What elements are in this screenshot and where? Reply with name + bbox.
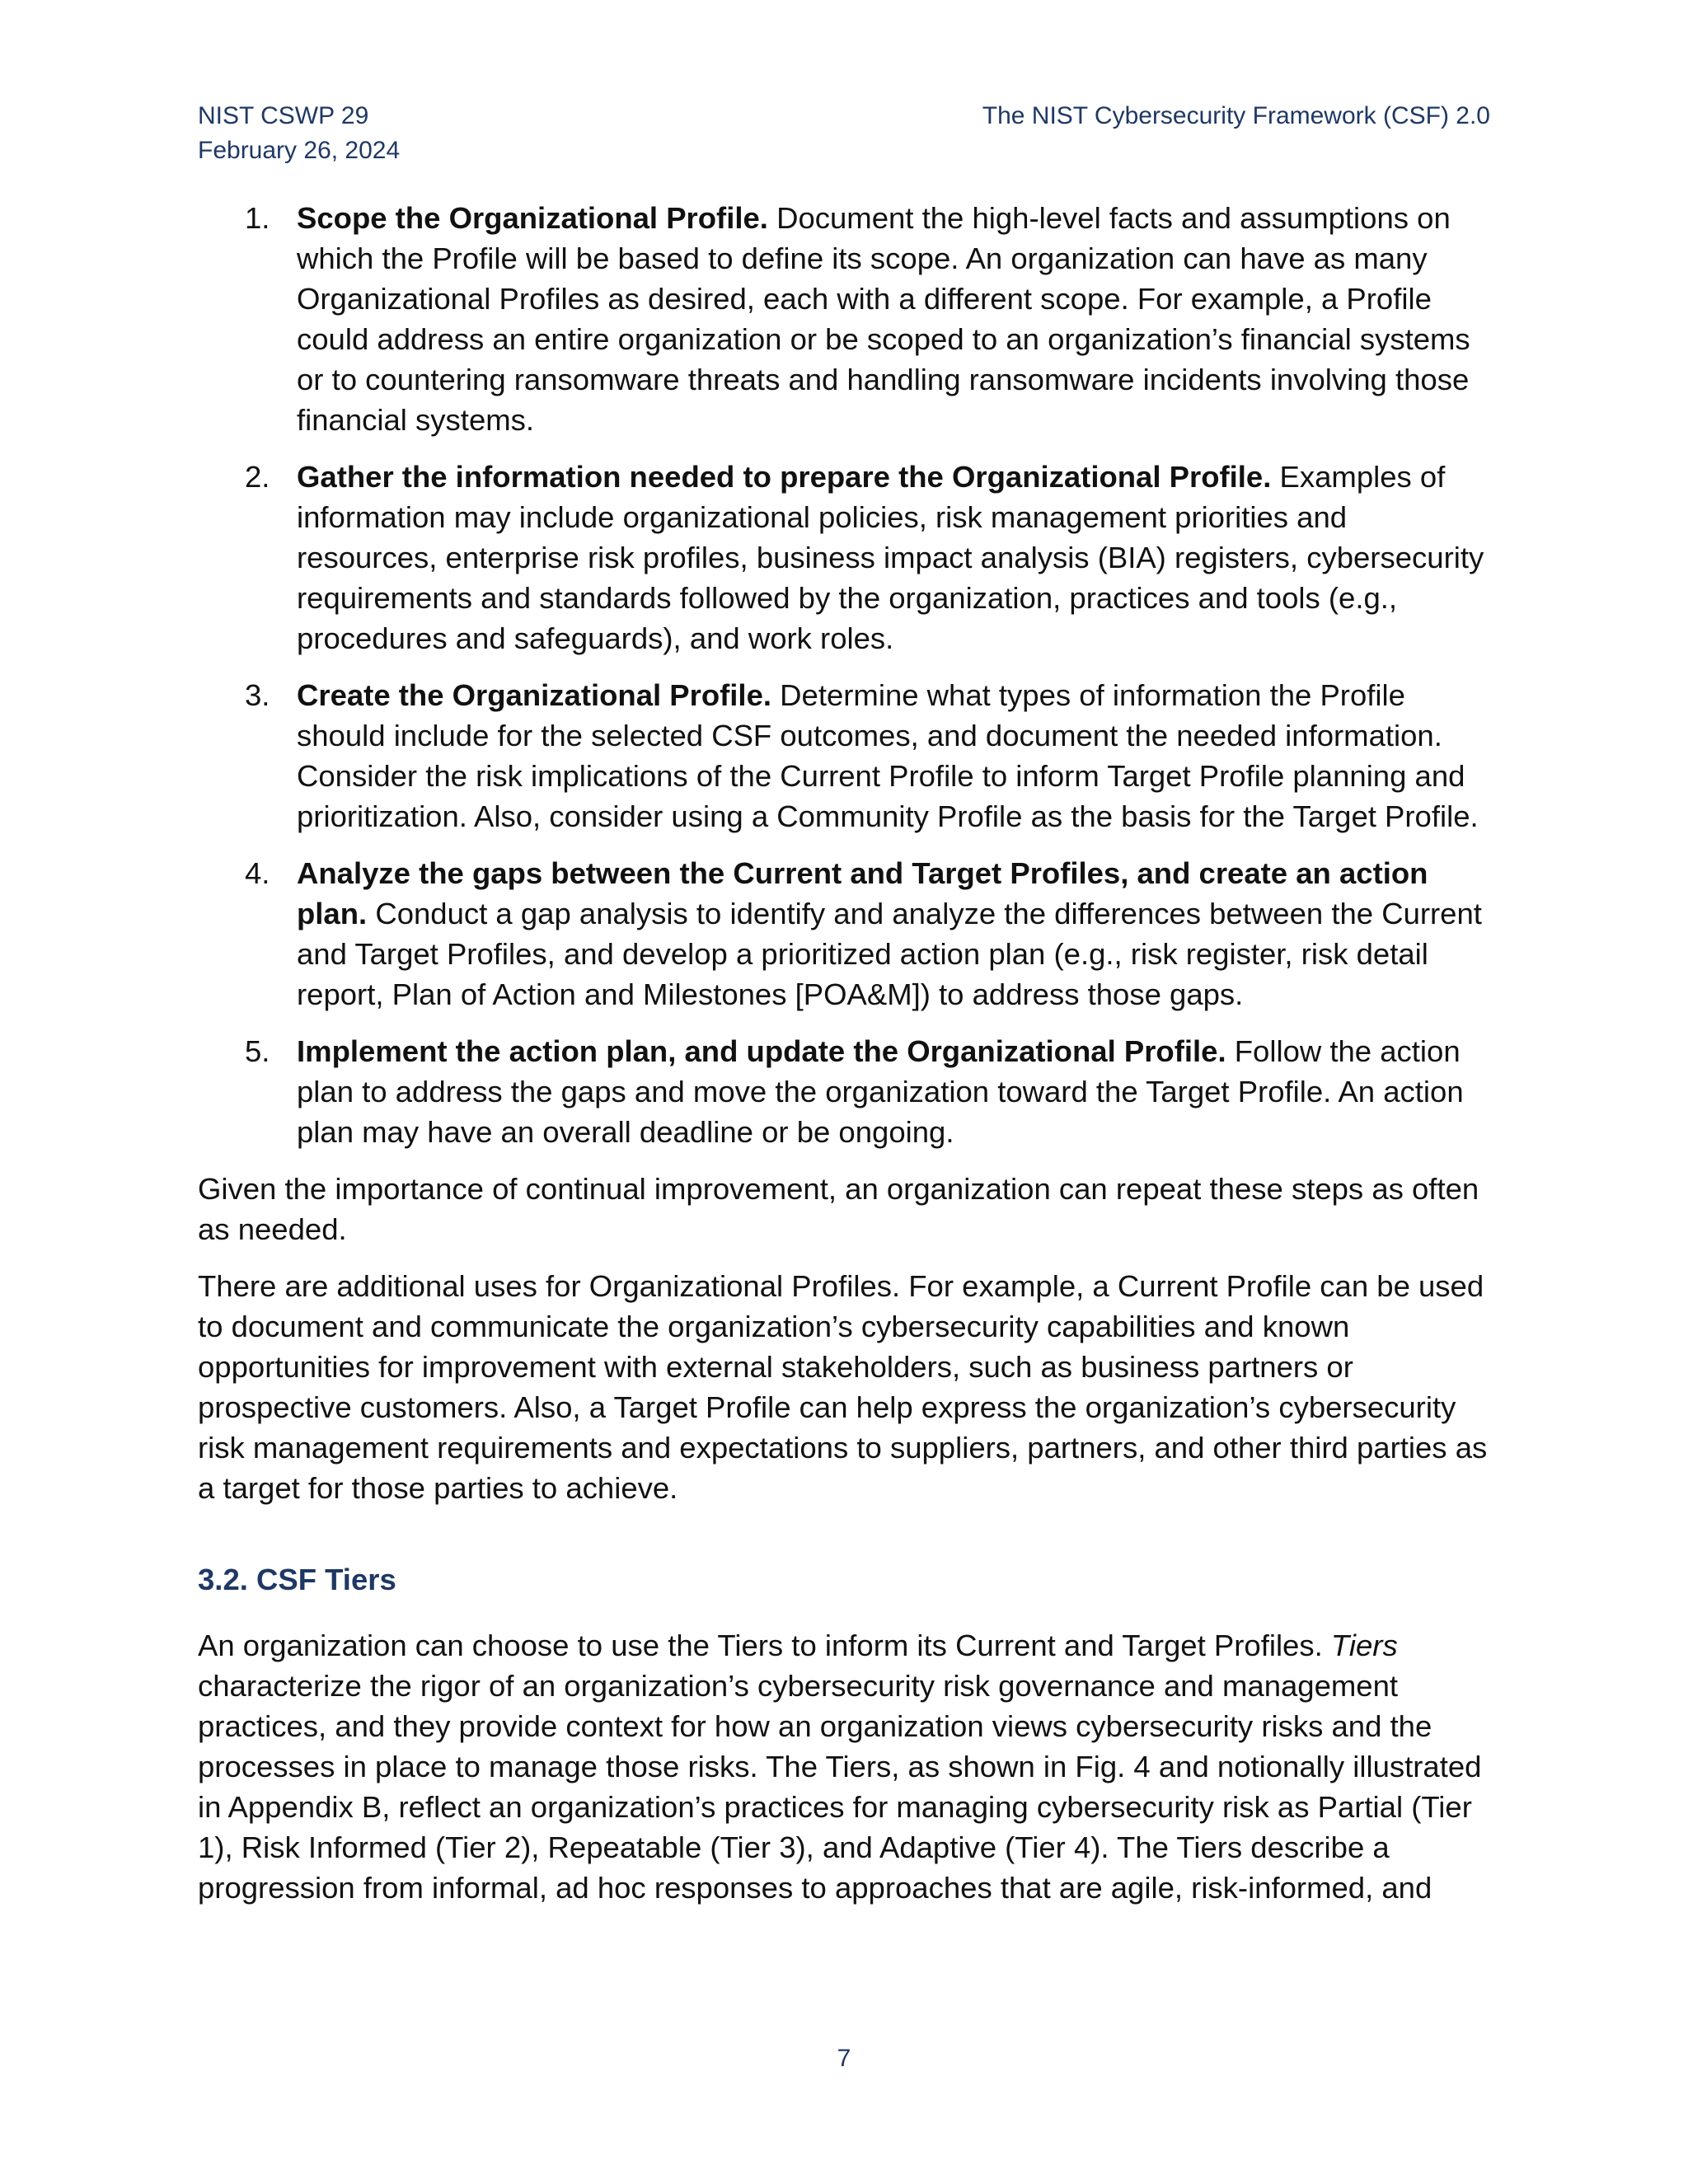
list-item-title: Create the Organizational Profile.: [297, 678, 772, 712]
list-item-number: 5.: [245, 1034, 270, 1068]
tiers-italic-term: Tiers: [1330, 1629, 1398, 1662]
list-item: [198, 198, 1492, 440]
header-left: [198, 99, 400, 168]
doc-id: NIST CSWP 29: [198, 102, 369, 129]
list-item-title: Gather the information needed to prepare the Organizational Profile.: [297, 460, 1272, 494]
list-item-body: Examples of information may include organizational policies, risk management priorities and resources, enterprise risk profiles, business impact analysis (BIA) registers, cybersecurity requirements and standards followed by the organization, practices and tools (e.g., procedures and safeguards), and work roles.: [297, 460, 1484, 655]
list-item-body: Conduct a gap analysis to identify and analyze the differences between the Current and Target Profiles, and develop a prioritized action plan (e.g., risk register, risk detail report, Plan of Action and Milestones [POA&M]) to address those gaps.: [297, 897, 1482, 1011]
continual-improvement-paragraph: Given the importance of continual improvement, an organization can repeat these steps as often as needed.: [198, 1172, 1479, 1246]
list-item-number: 4.: [245, 856, 270, 890]
doc-title: The NIST Cybersecurity Framework (CSF) 2.0: [982, 102, 1490, 129]
tiers-intro-text: An organization can choose to use the Tiers to inform its Current and Target Profiles.: [198, 1629, 1323, 1662]
list-item-number: 3.: [245, 678, 270, 712]
page-number: 7: [837, 2045, 851, 2072]
list-item: [198, 1031, 1492, 1152]
list-item-body: Follow the action plan to address the gaps and move the organization toward the Target Profile. An action plan may have an overall deadline or be ongoing.: [297, 1034, 1464, 1149]
list-item: [198, 853, 1492, 1015]
list-item-number: 2.: [245, 460, 270, 494]
section-heading: 3.2. CSF Tiers: [198, 1563, 396, 1596]
doc-date: February 26, 2024: [198, 137, 401, 164]
list-item-number: 1.: [245, 201, 270, 235]
tiers-paragraph: [198, 1625, 1492, 1908]
list-item-title: Analyze the gaps between the Current and Target Profiles, and create an action plan.: [297, 856, 1428, 930]
profile-steps-list: [198, 198, 1492, 1152]
list-item-body: Document the high-level facts and assumptions on which the Profile will be based to define its scope. An organization can have as many Organizational Profiles as desired, each with a different scope. For example, a Profile could address an entire organization or be scoped to an organization’s financial systems or to countering ransomware threats and handling ransomware incidents involving those financial systems.: [297, 201, 1470, 437]
list-item-title: Implement the action plan, and update the Organizational Profile.: [297, 1034, 1226, 1068]
list-item: [198, 457, 1492, 658]
additional-uses-paragraph: There are additional uses for Organizational Profiles. For example, a Current Profile can be used to document and communicate the organization’s cybersecurity capabilities and known opportunities for improvement with external stakeholders, such as business partners or prospective customers. Also, a Target Profile can help express the organization’s cybersecurity risk management requirements and expectations to suppliers, partners, and other third parties as a target for those parties to achieve.: [198, 1269, 1488, 1505]
list-item-title: Scope the Organizational Profile.: [297, 201, 768, 235]
list-item: [198, 675, 1492, 837]
tiers-body-text: characterize the rigor of an organization’s cybersecurity risk governance and management practices, and they provide context for how an organization views cybersecurity risks and the processes in place to manage those risks. The Tiers, as shown in Fig. 4 and notionally illustrated in Appendix B, reflect an organization’s practices for managing cybersecurity risk as Partial (Tier 1), Risk Informed (Tier 2), Repeatable (Tier 3), and Adaptive (Tier 4). The Tiers describe a progression from informal, ad hoc responses to approaches that are agile, risk-informed, and: [198, 1669, 1482, 1905]
page-header: [198, 99, 1490, 173]
list-item-body: Determine what types of information the Profile should include for the selected CSF outcomes, and document the needed information. Consider the risk implications of the Current Profile to inform Target Profile planning and prioritization. Also, consider using a Community Profile as the basis for the Target Profile.: [297, 678, 1479, 833]
page-content: [198, 198, 1492, 1924]
